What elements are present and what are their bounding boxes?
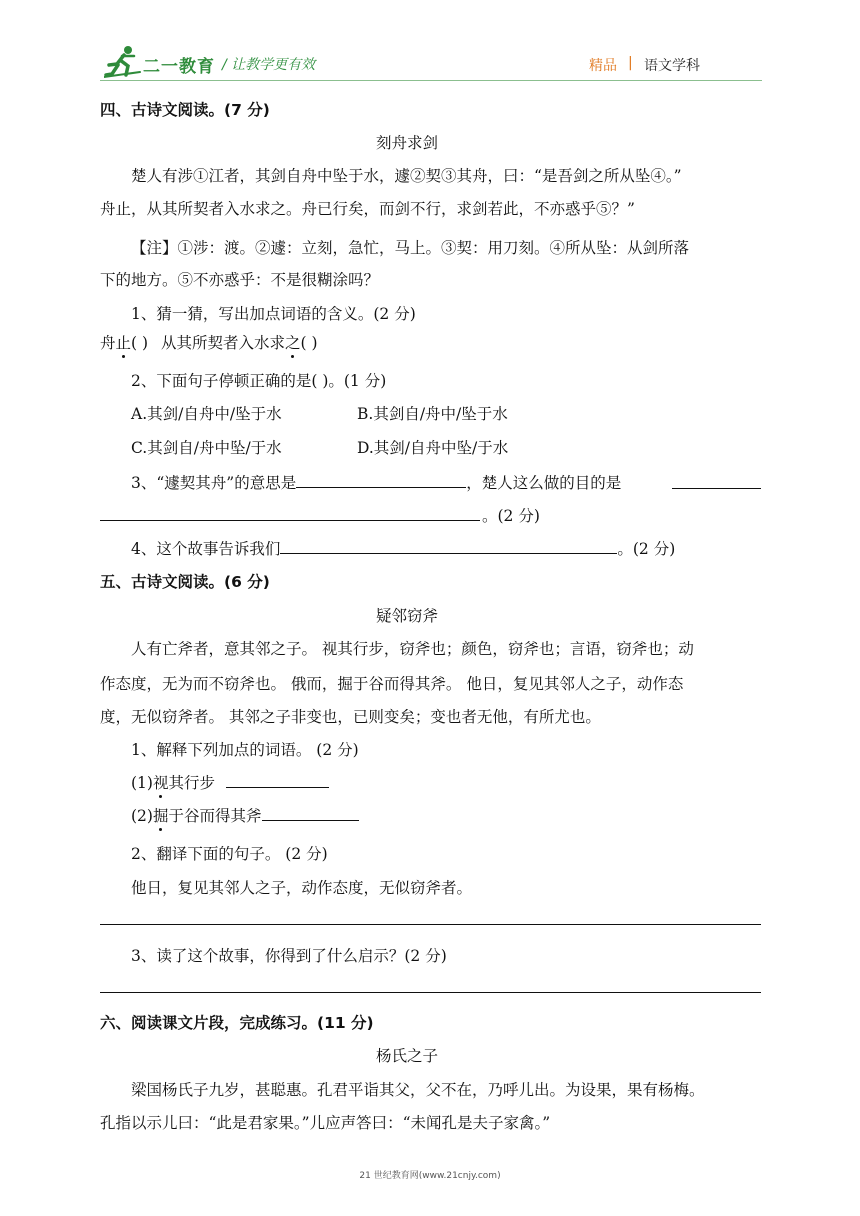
section4-text-2: 舟止，从其所契者入水求之。舟已行矣，而剑不行，求剑若此，不亦惑乎⑤？”: [100, 200, 635, 218]
q1b-answer-blank[interactable]: ( ): [300, 334, 318, 352]
runner-logo-icon: [104, 44, 142, 80]
section4-note-2: 下的地方。⑤不亦惑乎：不是很糊涂吗？: [100, 271, 380, 289]
q1-2-blank[interactable]: [262, 806, 359, 821]
section5-q3: 3、读了这个故事，你得到了什么启示？(2 分): [131, 947, 447, 965]
subject-label: 语文学科: [644, 58, 700, 74]
logo: [104, 44, 142, 80]
q4-score: 。(2 分): [617, 540, 676, 558]
q1a-text: 舟: [100, 334, 116, 352]
section6-title: 杨氏之子: [376, 1047, 439, 1065]
section4-q4: [131, 537, 675, 559]
section4-q3: [131, 471, 621, 493]
q1-1-number: (1): [131, 774, 153, 792]
section4-heading: 四、古诗文阅读。(7 分): [100, 101, 270, 119]
q1b-dotted-word: 之: [285, 331, 301, 353]
q3-text-a: 3、“遽契其舟”的意思是: [131, 474, 297, 492]
option-a[interactable]: A.其剑/自舟中/坠于水: [131, 405, 282, 423]
q4-text: 4、这个故事告诉我们: [131, 540, 281, 558]
q3-score: 。(2 分): [482, 507, 540, 525]
section4-q1-items: [100, 331, 318, 353]
q3-blank-3[interactable]: [100, 520, 480, 521]
header-separator: |: [628, 55, 633, 71]
section5-text-1: 人有亡斧者，意其邻之子。 视其行步，窃斧也；颜色，窃斧也；言语，窃斧也；动: [131, 640, 694, 658]
section5-text-3: 度，无似窃斧者。 其邻之子非变也，已则变矣；变也者无他，有所尤也。: [100, 708, 601, 726]
q3-text-b: ，楚人这么做的目的是: [466, 474, 622, 492]
section5-q1-2: [131, 804, 359, 826]
page-footer: 21 世纪教育网(www.21cnjy.com): [359, 1171, 501, 1181]
q3-answer-line[interactable]: [100, 992, 761, 993]
q1a-answer-blank[interactable]: ( ): [131, 334, 149, 352]
slogan: / 让教学更有效: [222, 57, 316, 73]
q1b-text: 从其所契者入水求: [161, 334, 286, 352]
q1-1-text: 其行步: [168, 774, 215, 792]
q1-2-number: (2): [131, 807, 153, 825]
q1-2-text: 于谷而得其斧: [168, 807, 262, 825]
q1-1-dotted-word: 视: [153, 771, 169, 793]
section5-q1: 1、解释下列加点的词语。 (2 分): [131, 741, 359, 759]
section4-q2: 2、下面句子停顿正确的是( )。(1 分): [131, 372, 387, 390]
section5-q2: 2、翻译下面的句子。 (2 分): [131, 845, 328, 863]
q1-2-dotted-word: 掘: [153, 804, 169, 826]
q3-blank-1[interactable]: [296, 473, 466, 488]
logo-text: 二一教育: [143, 57, 215, 77]
section5-q2-sentence: 他日，复见其邻人之子，动作态度，无似窃斧者。: [131, 879, 473, 897]
q4-blank[interactable]: [280, 539, 617, 554]
section5-title: 疑邻窃斧: [376, 607, 439, 625]
q3-blank-2[interactable]: [672, 488, 761, 489]
q1a-dotted-word: 止: [116, 331, 132, 353]
section5-heading: 五、古诗文阅读。(6 分): [100, 573, 270, 591]
header-divider: [100, 80, 762, 81]
section6-heading: 六、阅读课文片段，完成练习。(11 分): [100, 1014, 374, 1032]
section4-title: 刻舟求剑: [376, 134, 439, 152]
option-c[interactable]: C.其剑自/舟中坠/于水: [131, 439, 282, 457]
section6-text-2: 孔指以示儿曰：“此是君家果。”儿应声答曰：“未闻孔是夫子家禽。”: [100, 1114, 551, 1132]
q1-1-blank[interactable]: [226, 773, 329, 788]
option-b[interactable]: B.其剑自/舟中/坠于水: [357, 405, 508, 423]
section4-note-1: 【注】①涉：渡。②遽：立刻，急忙，马上。③契：用刀刻。④所从坠：从剑所落: [131, 239, 690, 257]
section6-text-1: 梁国杨氏子九岁，甚聪惠。孔君平诣其父，父不在，乃呼儿出。为设果，果有杨梅。: [131, 1081, 705, 1099]
section4-text-1: 楚人有涉①江者，其剑自舟中坠于水，遽②契③其舟，曰：“是吾剑之所从坠④。”: [131, 167, 682, 185]
option-d[interactable]: D.其剑/自舟中坠/于水: [357, 439, 509, 457]
jingpin-label: 精品: [589, 58, 617, 74]
section4-q1: 1、猜一猜，写出加点词语的含义。(2 分): [131, 305, 416, 323]
section5-q1-1: [131, 771, 329, 793]
q2-answer-line[interactable]: [100, 924, 761, 925]
section5-text-2: 作态度，无为而不窃斧也。 俄而，掘于谷而得其斧。 他日，复见其邻人之子，动作态: [100, 675, 684, 693]
